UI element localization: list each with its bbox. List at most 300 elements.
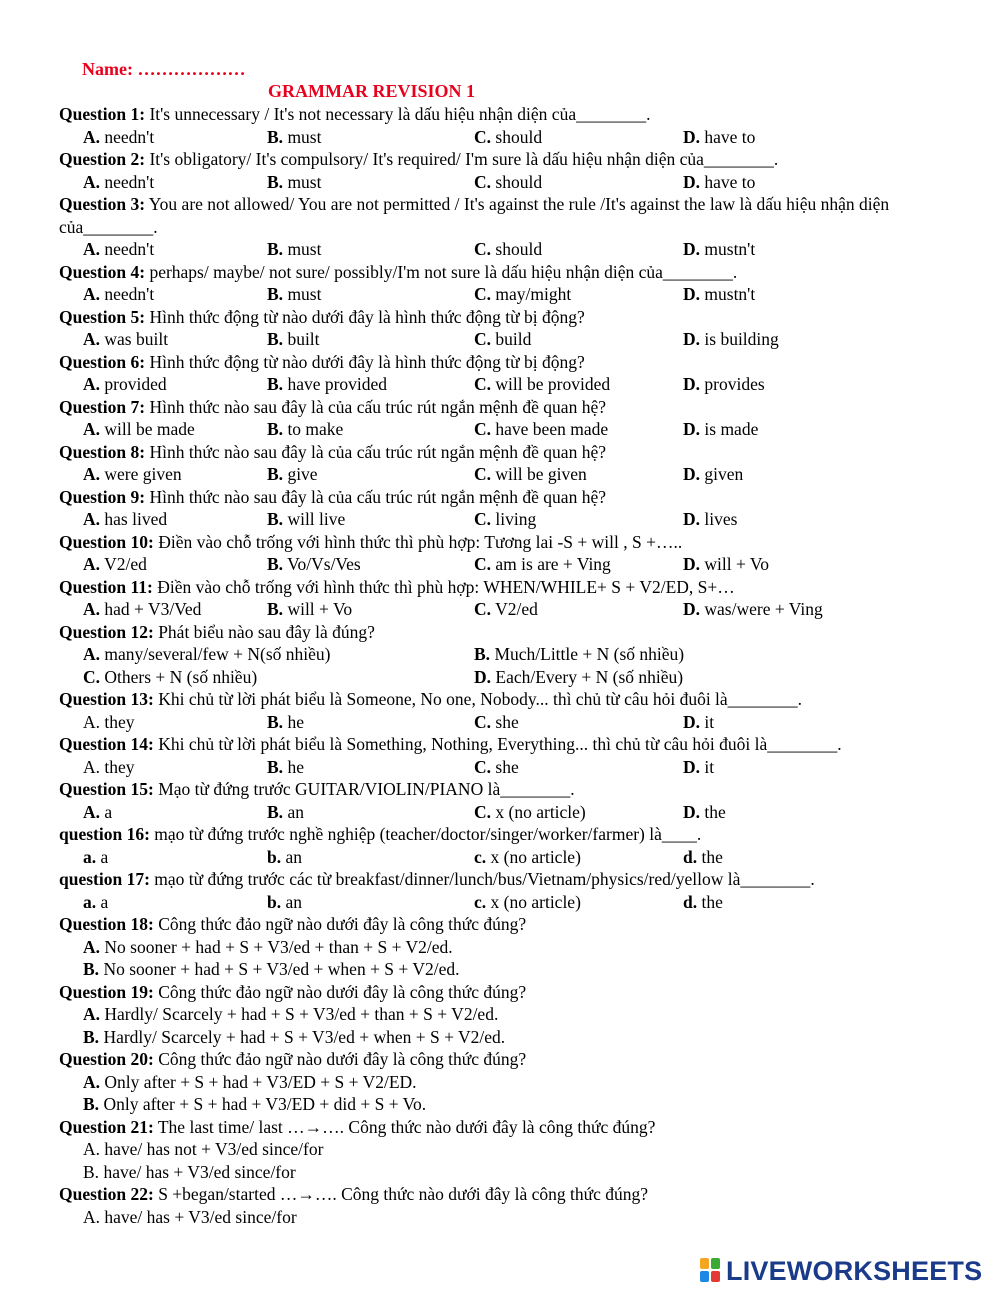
option-letter: C. <box>474 374 492 394</box>
option-letter: c. <box>474 846 487 867</box>
answer-option-a[interactable] <box>83 418 195 441</box>
answer-options <box>59 936 949 981</box>
answer-option-c[interactable] <box>474 891 581 914</box>
question-stem <box>59 261 949 284</box>
option-text: had + V3/Ved <box>104 599 202 619</box>
option-letter: B. <box>267 374 284 394</box>
option-text: a <box>104 801 113 822</box>
option-text: should <box>495 239 543 259</box>
answer-option-c[interactable] <box>474 801 586 824</box>
question-stem <box>59 103 949 126</box>
question-label: question 16: <box>59 824 150 844</box>
option-letter: D. <box>683 711 701 732</box>
option-text: provided <box>104 374 167 394</box>
option-letter: A. <box>83 599 101 619</box>
option-text: built <box>287 329 320 349</box>
question-8 <box>59 441 949 486</box>
answer-option-a[interactable] <box>59 1206 949 1229</box>
option-letter: B. <box>267 756 284 777</box>
answer-option-b[interactable] <box>267 508 345 531</box>
option-text: mustn't <box>704 284 756 304</box>
option-text: Vo/Vs/Ves <box>287 554 361 574</box>
option-text: she <box>495 756 519 777</box>
option-text: have provided <box>287 374 388 394</box>
option-text: No sooner + had + S + V3/ed + when + S + V2/ed. <box>103 959 460 979</box>
option-letter: b. <box>267 846 282 867</box>
question-stem <box>59 778 949 801</box>
answer-option-b[interactable] <box>59 1093 949 1116</box>
option-letter: B. <box>83 1161 100 1182</box>
option-letter: A. <box>83 1071 101 1092</box>
answer-options <box>59 1071 949 1116</box>
option-letter: A. <box>83 1139 101 1159</box>
option-letter: A. <box>83 1206 101 1227</box>
option-letter: D. <box>683 801 701 822</box>
option-text: lives <box>704 509 738 529</box>
answer-option-a[interactable] <box>59 1138 949 1161</box>
option-letter: A. <box>83 554 101 574</box>
answer-option-d[interactable] <box>683 711 714 734</box>
question-text: Hình thức động từ nào dưới đây là hình thức động từ bị động? <box>145 306 585 327</box>
question-text: You are not allowed/ You are not permitted / It's against the rule /It's against the law là dấu hiệu nhận diện của________. <box>59 194 890 237</box>
option-text: must <box>287 284 322 304</box>
option-text: needn't <box>104 171 155 192</box>
option-letter: A. <box>83 1004 101 1024</box>
question-4 <box>59 261 949 306</box>
option-text: have/ has not + V3/ed since/for <box>104 1139 324 1159</box>
question-text: Khi chủ từ lời phát biểu là Someone, No one, Nobody... thì chủ từ câu hỏi đuôi là________. <box>153 689 803 709</box>
question-11 <box>59 576 949 621</box>
answer-option-d[interactable] <box>683 171 755 194</box>
option-letter: B. <box>83 1026 100 1047</box>
option-letter: C. <box>474 329 492 349</box>
option-letter: A. <box>83 239 101 259</box>
option-letter: D. <box>683 239 701 259</box>
question-3 <box>59 193 949 261</box>
option-letter: d. <box>683 846 698 867</box>
answer-option-b[interactable] <box>267 598 352 621</box>
option-text: V2/ed <box>104 554 147 574</box>
question-16 <box>59 823 949 868</box>
option-text: Hardly/ Scarcely + had + S + V3/ed + when + S + V2/ed. <box>103 1026 506 1047</box>
question-21 <box>59 1116 949 1184</box>
question-15 <box>59 778 949 823</box>
answer-option-c[interactable] <box>474 418 608 441</box>
question-text: Khi chủ từ lời phát biểu là Something, Nothing, Everything... thì chủ từ câu hỏi đuôi là________. <box>153 734 842 754</box>
question-text: mạo từ đứng trước nghề nghiệp (teacher/doctor/singer/worker/farmer) là____. <box>149 824 702 844</box>
option-text: is made <box>704 419 759 439</box>
answer-option-b[interactable] <box>59 958 949 981</box>
option-text: must <box>287 239 322 259</box>
option-text: must <box>287 126 322 147</box>
question-text: S +began/started …→…. Công thức nào dưới đây là công thức đúng? <box>153 1184 649 1204</box>
answer-option-d[interactable] <box>683 801 726 824</box>
option-text: V2/ed <box>495 599 538 619</box>
option-text: Each/Every + N (số nhiều) <box>495 666 684 687</box>
option-text: was/were + Ving <box>704 599 823 619</box>
question-text: Hình thức động từ nào dưới đây là hình thức động từ bị động? <box>145 351 585 372</box>
answer-option-c[interactable] <box>474 238 542 261</box>
answer-option-d[interactable] <box>683 373 765 396</box>
answer-option-d[interactable] <box>683 463 743 486</box>
option-text: needn't <box>104 284 155 304</box>
option-letter: C. <box>474 464 492 484</box>
option-text: it <box>704 711 715 732</box>
question-label: Question 15: <box>59 779 154 799</box>
option-text: given <box>704 464 744 484</box>
answer-option-a[interactable] <box>83 463 182 486</box>
answer-option-a[interactable] <box>83 126 154 149</box>
question-22 <box>59 1183 949 1228</box>
option-letter: C. <box>474 419 492 439</box>
answer-option-b[interactable] <box>267 846 302 869</box>
option-letter: A. <box>83 756 101 777</box>
option-text: was built <box>104 329 169 349</box>
option-letter: B. <box>267 599 284 619</box>
worksheet-title: GRAMMAR REVISION 1 <box>268 81 475 101</box>
question-stem <box>59 306 949 329</box>
option-letter: D. <box>683 756 701 777</box>
answer-options <box>59 283 949 306</box>
question-stem <box>59 621 949 644</box>
question-label: Question 7: <box>59 396 146 417</box>
option-letter: c. <box>474 891 487 912</box>
answer-option-d[interactable] <box>683 891 723 914</box>
answer-option-d[interactable] <box>683 846 723 869</box>
question-label: Question 22: <box>59 1184 154 1204</box>
option-text: may/might <box>495 284 572 304</box>
question-6 <box>59 351 949 396</box>
question-label: Question 19: <box>59 981 154 1002</box>
answer-option-a[interactable] <box>59 936 949 959</box>
answer-option-a[interactable] <box>83 238 154 261</box>
liveworksheets-logo-text: LIVEWORKSHEETS <box>726 1255 983 1286</box>
option-text: will + Vo <box>704 554 770 574</box>
answer-option-a[interactable] <box>59 1003 949 1026</box>
question-14 <box>59 733 949 778</box>
question-text: It's obligatory/ It's compulsory/ It's required/ I'm sure là dấu hiệu nhận diện của________. <box>145 149 779 169</box>
option-text: build <box>495 329 532 349</box>
answer-option-c[interactable] <box>474 171 542 194</box>
answer-option-c[interactable] <box>474 553 611 576</box>
answer-option-b[interactable] <box>267 328 320 351</box>
question-stem <box>59 913 949 936</box>
option-letter: A. <box>83 329 101 349</box>
answer-options <box>59 1138 949 1183</box>
student-name-label: Name: ……………… <box>82 59 246 79</box>
option-letter: B. <box>83 959 100 979</box>
answer-options <box>59 508 949 531</box>
option-text: an <box>287 801 304 822</box>
answer-option-c[interactable] <box>474 756 519 779</box>
answer-option-c[interactable] <box>474 463 587 486</box>
question-stem <box>59 1116 949 1139</box>
option-text: he <box>287 756 304 777</box>
question-text: Công thức đảo ngữ nào dưới đây là công thức đúng? <box>153 914 527 934</box>
answer-option-d[interactable] <box>683 418 758 441</box>
option-text: mustn't <box>704 239 756 259</box>
option-letter: C. <box>474 239 492 259</box>
option-letter: D. <box>683 554 701 574</box>
question-text: Hình thức nào sau đây là của cấu trúc rút ngắn mệnh đề quan hệ? <box>145 396 606 417</box>
answer-option-d[interactable] <box>683 283 755 306</box>
answer-option-a[interactable] <box>83 171 154 194</box>
option-text: living <box>495 509 537 529</box>
option-text: will live <box>287 509 346 529</box>
question-text: Công thức đảo ngữ nào dưới đây là công thức đúng? <box>153 981 527 1002</box>
option-text: she <box>495 711 519 732</box>
answer-option-b[interactable] <box>267 418 343 441</box>
answer-option-b[interactable] <box>267 283 321 306</box>
question-7 <box>59 396 949 441</box>
option-letter: D. <box>683 599 701 619</box>
answer-option-d[interactable] <box>683 126 755 149</box>
answer-option-b[interactable] <box>267 756 304 779</box>
option-text: x (no article) <box>490 891 581 912</box>
option-text: Hardly/ Scarcely + had + S + V3/ed + than + S + V2/ed. <box>104 1004 499 1024</box>
answer-options <box>59 666 949 689</box>
option-letter: B. <box>267 126 284 147</box>
question-stem <box>59 1048 949 1071</box>
option-letter: B. <box>267 464 284 484</box>
question-stem <box>59 396 949 419</box>
answer-option-b[interactable] <box>267 373 387 396</box>
answer-option-a[interactable] <box>83 801 112 824</box>
question-9 <box>59 486 949 531</box>
answer-option-b[interactable] <box>267 171 321 194</box>
question-label: question 17: <box>59 869 150 889</box>
question-label: Question 13: <box>59 689 154 709</box>
option-letter: A. <box>83 936 101 957</box>
option-letter: C. <box>474 284 492 304</box>
answer-options <box>59 891 949 914</box>
option-letter: B. <box>267 239 284 259</box>
option-letter: A. <box>83 419 101 439</box>
question-stem <box>59 486 949 509</box>
question-text: Phát biểu nào sau đây là đúng? <box>153 621 375 642</box>
answer-option-b[interactable] <box>267 711 304 734</box>
option-letter: B. <box>267 419 284 439</box>
answer-option-c[interactable] <box>474 598 538 621</box>
answer-option-a[interactable] <box>59 1071 949 1094</box>
option-letter: A. <box>83 711 101 732</box>
answer-option-a[interactable] <box>83 711 135 734</box>
option-letter: b. <box>267 891 282 912</box>
answer-options <box>59 126 949 149</box>
option-text: will be provided <box>495 374 611 394</box>
answer-option-b[interactable] <box>59 1161 949 1184</box>
option-letter: D. <box>683 126 701 147</box>
option-text: needn't <box>104 239 155 259</box>
option-text: Much/Little + N (số nhiều) <box>494 644 685 664</box>
option-text: is building <box>704 329 779 349</box>
question-stem <box>59 531 949 554</box>
option-text: they <box>104 756 135 777</box>
answer-option-d[interactable] <box>683 756 714 779</box>
question-label: Question 2: <box>59 149 146 169</box>
question-stem <box>59 351 949 374</box>
option-text: the <box>701 846 723 867</box>
question-stem <box>59 441 949 464</box>
answer-option-b[interactable] <box>267 891 302 914</box>
option-text: the <box>701 891 723 912</box>
option-letter: a. <box>83 846 97 867</box>
answer-option-b[interactable] <box>59 1026 949 1049</box>
answer-option-a[interactable] <box>83 846 108 869</box>
answer-option-a[interactable] <box>83 643 331 666</box>
answer-option-a[interactable] <box>83 283 154 306</box>
option-text: No sooner + had + S + V3/ed + than + S + V2/ed. <box>104 936 453 957</box>
question-text: Điền vào chỗ trống với hình thức thì phù hợp: WHEN/WHILE+ S + V2/ED, S+… <box>152 576 735 597</box>
option-letter: B. <box>267 171 284 192</box>
question-text: The last time/ last …→…. Công thức nào dưới đây là công thức đúng? <box>153 1116 656 1137</box>
question-17 <box>59 868 949 913</box>
option-letter: B. <box>83 1094 100 1114</box>
option-text: they <box>104 711 135 732</box>
answer-option-b[interactable] <box>267 553 361 576</box>
answer-options <box>59 418 949 441</box>
answer-option-d[interactable] <box>474 666 683 689</box>
question-5 <box>59 306 949 351</box>
option-letter: A. <box>83 464 101 484</box>
question-2 <box>59 148 949 193</box>
option-text: Others + N (số nhiều) <box>104 666 258 687</box>
question-label: Question 5: <box>59 306 146 327</box>
option-letter: B. <box>267 711 284 732</box>
answer-option-a[interactable] <box>83 508 167 531</box>
answer-option-d[interactable] <box>683 328 779 351</box>
question-label: Question 14: <box>59 734 154 754</box>
option-text: needn't <box>104 126 155 147</box>
question-text: It's unnecessary / It's not necessary là dấu hiệu nhận diện của________. <box>145 104 651 124</box>
question-text: Mạo từ đứng trước GUITAR/VIOLIN/PIANO là________. <box>153 779 575 799</box>
question-stem <box>59 148 949 171</box>
answer-options <box>59 463 949 486</box>
question-label: Question 12: <box>59 621 154 642</box>
answer-options <box>59 756 949 779</box>
option-text: the <box>704 801 726 822</box>
answer-option-a[interactable] <box>83 598 201 621</box>
answer-option-c[interactable] <box>474 711 519 734</box>
option-text: have/ has + V3/ed since/for <box>103 1161 296 1182</box>
option-letter: C. <box>474 126 492 147</box>
option-text: many/several/few + N(số nhiều) <box>104 644 331 664</box>
question-1 <box>59 103 949 148</box>
answer-option-c[interactable] <box>474 283 571 306</box>
answer-option-a[interactable] <box>83 891 108 914</box>
option-text: will be given <box>495 464 587 484</box>
option-letter: D. <box>683 509 701 529</box>
option-letter: C. <box>474 711 492 732</box>
answer-option-a[interactable] <box>83 553 147 576</box>
option-text: will + Vo <box>287 599 353 619</box>
option-text: provides <box>704 374 765 394</box>
question-text: Công thức đảo ngữ nào dưới đây là công thức đúng? <box>153 1049 527 1069</box>
question-text: Hình thức nào sau đây là của cấu trúc rút ngắn mệnh đề quan hệ? <box>145 486 606 507</box>
option-text: a <box>100 891 109 912</box>
question-label: Question 6: <box>59 351 146 372</box>
option-text: x (no article) <box>490 846 581 867</box>
option-text: it <box>704 756 715 777</box>
answer-option-d[interactable] <box>683 553 769 576</box>
option-text: to make <box>287 419 344 439</box>
option-text: must <box>287 171 322 192</box>
answer-option-a[interactable] <box>83 756 135 779</box>
answer-option-c[interactable] <box>474 508 536 531</box>
option-text: an <box>285 846 303 867</box>
option-letter: a. <box>83 891 97 912</box>
answer-options <box>59 801 949 824</box>
option-letter: C. <box>474 756 492 777</box>
question-list <box>59 103 949 1228</box>
question-stem <box>59 823 949 846</box>
answer-option-c[interactable] <box>474 126 542 149</box>
question-12 <box>59 621 949 689</box>
question-label: Question 1: <box>59 104 146 124</box>
answer-option-d[interactable] <box>683 238 755 261</box>
question-label: Question 20: <box>59 1049 154 1069</box>
answer-option-c[interactable] <box>474 373 610 396</box>
answer-option-a[interactable] <box>83 328 168 351</box>
question-stem <box>59 688 949 711</box>
question-19 <box>59 981 949 1049</box>
question-label: Question 3: <box>59 194 146 214</box>
liveworksheets-logo-icon <box>700 1258 722 1284</box>
answer-option-b[interactable] <box>474 643 684 666</box>
answer-option-d[interactable] <box>683 598 823 621</box>
option-letter: C. <box>83 666 101 687</box>
answer-option-c[interactable] <box>474 328 531 351</box>
answer-options <box>59 1003 949 1048</box>
option-text: give <box>287 464 318 484</box>
option-text: Only after + S + had + V3/ED + did + S + Vo. <box>103 1094 427 1114</box>
option-text: an <box>285 891 303 912</box>
answer-option-c[interactable] <box>83 666 257 689</box>
option-text: a <box>100 846 109 867</box>
option-letter: D. <box>474 666 492 687</box>
answer-options <box>59 373 949 396</box>
answer-option-b[interactable] <box>267 126 321 149</box>
option-letter: C. <box>474 599 492 619</box>
option-text: were given <box>104 464 182 484</box>
option-text: have been made <box>495 419 609 439</box>
answer-option-b[interactable] <box>267 463 318 486</box>
answer-options <box>59 1206 949 1229</box>
question-text: Điền vào chỗ trống với hình thức thì phù hợp: Tương lai -S + will , S +….. <box>153 531 683 552</box>
question-10 <box>59 531 949 576</box>
answer-option-b[interactable] <box>267 801 304 824</box>
option-letter: C. <box>474 801 492 822</box>
question-label: Question 21: <box>59 1116 154 1137</box>
option-text: he <box>287 711 304 732</box>
option-letter: D. <box>683 464 701 484</box>
option-letter: B. <box>267 509 284 529</box>
answer-option-b[interactable] <box>267 238 321 261</box>
question-stem <box>59 193 949 238</box>
question-18 <box>59 913 949 981</box>
liveworksheets-logo <box>700 1256 982 1286</box>
option-letter: B. <box>267 329 284 349</box>
option-letter: B. <box>267 554 284 574</box>
question-stem <box>59 733 949 756</box>
answer-option-c[interactable] <box>474 846 581 869</box>
question-text: perhaps/ maybe/ not sure/ possibly/I'm not sure là dấu hiệu nhận diện của________. <box>145 261 738 282</box>
answer-option-a[interactable] <box>83 373 167 396</box>
answer-option-d[interactable] <box>683 508 737 531</box>
option-letter: D. <box>683 171 701 192</box>
answer-options <box>59 328 949 351</box>
question-20 <box>59 1048 949 1116</box>
